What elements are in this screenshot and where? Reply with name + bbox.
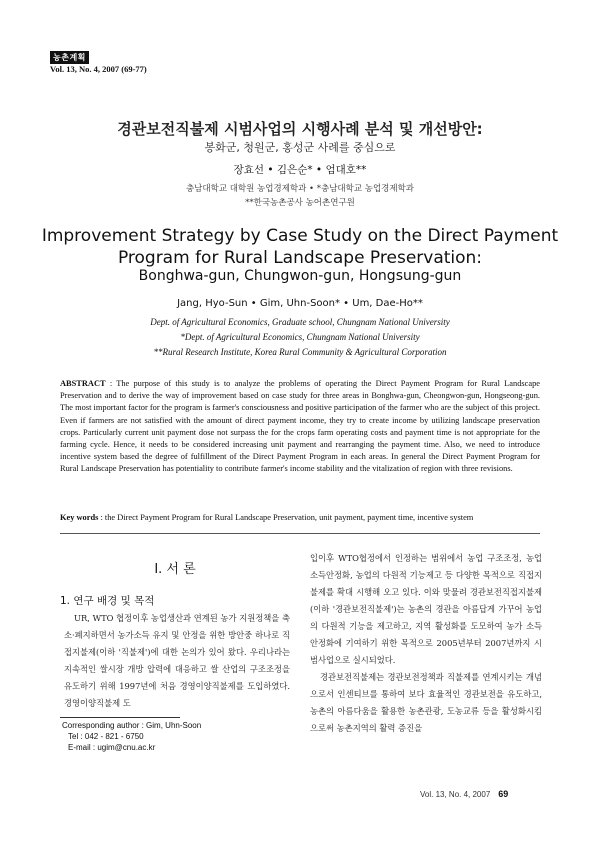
section-title: I. 서 론 <box>154 562 196 577</box>
subsection-title: 1. 연구 배경 및 목적 <box>60 595 155 607</box>
korean-affiliation-1: 충남대학교 대학원 농업경제학과 • *충남대학교 농업경제학과 <box>185 184 415 194</box>
english-authors: Jang, Hyo-Sun • Gim, Uhn-Soon* • Um, Dae-Ho** <box>177 298 423 309</box>
english-title-line-2: Program for Rural Landscape Preservation: <box>117 248 483 268</box>
english-affiliation-1: Dept. of Agricultural Economics, Graduate school, Chungnam National University <box>150 317 450 327</box>
footer-volume: Vol. 13, No. 4, 2007 <box>420 790 491 799</box>
english-affiliation-3: **Rural Research Institute, Korea Rural Community & Agricultural Corporation <box>153 347 447 357</box>
english-title-line-3: Bonghwa-gun, Chungwon-gun, Hongsung-gun <box>138 268 462 284</box>
divider <box>60 533 540 534</box>
footnote-rule <box>60 717 180 718</box>
keywords <box>60 513 540 522</box>
abstract <box>60 378 540 476</box>
keywords-text: : the Direct Payment Program for Rural Landscape Preservation, unit payment, payment time, incentive system <box>98 513 474 522</box>
footnote-email: E-mail : ugim@cnu.ac.kr <box>68 743 156 752</box>
korean-subtitle: 봉화군, 청원군, 홍성군 사례를 중심으로 <box>204 141 396 154</box>
english-affiliation-2: *Dept. of Agricultural Economics, Chungnam National University <box>180 332 420 342</box>
journal-badge: 농촌계획 <box>50 51 89 64</box>
footnote-author: Corresponding author : Gim, Uhn-Soon <box>62 721 202 730</box>
right-paragraph-1: 입이후 WTO협정에서 인정하는 범위에서 농업 구조조정, 농업 소득안정화, 농업의 다원적 기능제고 등 다양한 목적으로 직접지불제를 확대 시행해 오고 있다. 이와 맞물려 경관보전직접지불제(이하 '경관보전직불제')는 농촌의 경관을 아름답게 가꾸어 농업의 다원적 기능을 제고하고, 지역 활성화를 도모하여 농가 소득안정화에 기여하기 위한 목적으로 2005년부터 2007년까지 시범사업으로 실시되었다. <box>310 553 542 665</box>
left-column-paragraph: UR, WTO 협정이후 농업생산과 연계된 농가 지원정책을 축소·폐지하면서 농가소득 유지 및 안정을 위한 방안중 하나로 직접지불제(이하 '직불제')에 대한 논의가 있어 왔다. 우리나라는 지속적인 쌀시장 개방 압력에 대응하고 쌀 산업의 구조조정을 유도하기 위해 1997년에 처음 경영이양직불제를 도입하였다. 경영이양직불제 도 <box>64 613 290 708</box>
page-number: 69 <box>498 789 509 799</box>
volume-header: Vol. 13, No. 4, 2007 (69-77) <box>50 64 147 74</box>
korean-title: 경관보전직불제 시범사업의 시행사례 분석 및 개선방안: <box>117 120 483 138</box>
abstract-label: ABSTRACT <box>60 379 106 388</box>
abstract-text: : The purpose of this study is to analyze the problems of operating the Direct Payment Program for Rural Landscape Preservation and to derive the way of improvement based on case study for three areas in Bonghwa-gun, Cheongwon-gun, Hongseong-gun. The most important factor for the program is farmer's consciousness and positive participation of the farmer who are the subject of this project. Even if farmers are not satisfied with the amount of direct payment income, they try to create income by utilizing landscape preservation crops. Particularly current unit payment dose not surpass the for the crops farm operating costs and payment time is not appropriate for the farming cycle. Hence, it needs to be considered increasing unit payment and rearranging the payment time. Also, we need to introduce incentive system based the degree of fulfillment of the Direct Payment Program in each areas. In general the Direct Payment Program for Rural Landscape Preservation has potentiality to contribute farmer's income stability and the vitalization of region with three revisions. <box>60 379 540 474</box>
footnote-tel: Tel : 042 - 821 - 6750 <box>68 732 144 741</box>
footnote <box>62 720 201 753</box>
korean-authors: 장효선 • 김은순* • 엄대호** <box>233 164 367 176</box>
korean-affiliation-2: **한국농촌공사 농어촌연구원 <box>245 198 355 208</box>
right-column <box>310 550 542 737</box>
page-footer <box>420 789 508 799</box>
keywords-label: Key words <box>60 513 99 522</box>
right-paragraph-2: 경관보전직불제는 경관보전정책과 직불제를 연계시키는 개념으로서 인센티브를 통하여 보다 효율적인 경관보전을 유도하고, 농촌의 아름다움을 활용한 농촌관광, 도농교류 등을 활성화시킴으로써 농촌지역의 활력 증진을 <box>310 672 542 733</box>
english-title-line-1: Improvement Strategy by Case Study on the Direct Payment <box>41 226 559 246</box>
